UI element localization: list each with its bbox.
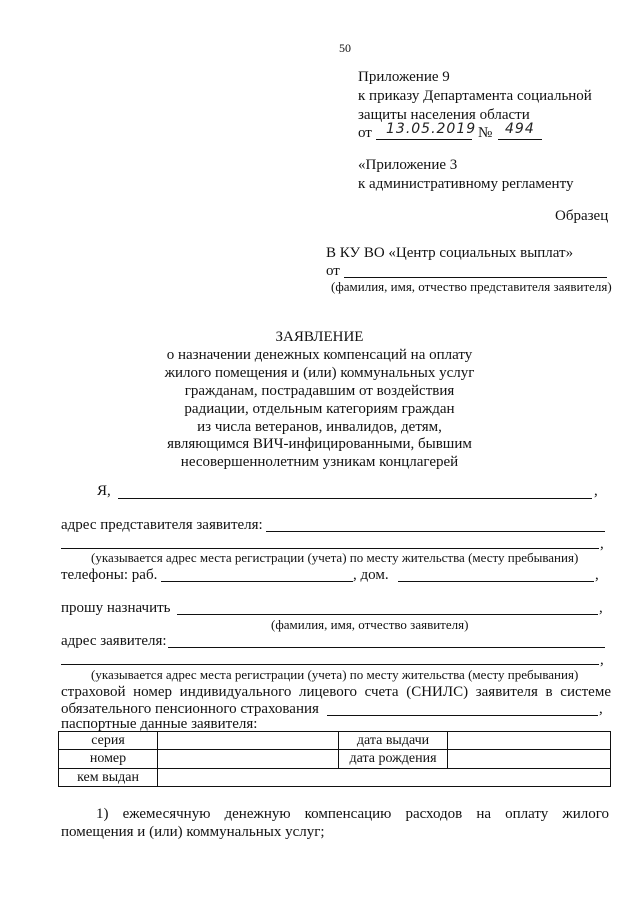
sample-label: Образец	[555, 208, 609, 224]
date-underline	[376, 139, 472, 140]
title-line: несовершеннолетним узникам концлагерей	[180, 454, 459, 470]
applicant-address-hint: (указывается адрес места регистрации (учета) по месту жительства (месту пребывания)	[91, 667, 579, 682]
appendix-order: к приказу Департамента социальной	[358, 88, 592, 104]
appendix-number-label: №	[478, 125, 493, 141]
issued-by-value[interactable]	[158, 768, 611, 786]
passport-table	[58, 731, 611, 787]
title-line: жилого помещения и (или) коммунальных услуг	[164, 365, 475, 381]
applicant-name-line[interactable]	[177, 614, 598, 615]
applicant-address-label: адрес заявителя:	[61, 633, 167, 649]
snils-line[interactable]	[327, 715, 598, 716]
phones-home-label: , дом.	[353, 567, 389, 583]
rep-address-line[interactable]	[266, 531, 605, 532]
issue-date-label: дата выдачи	[339, 732, 448, 750]
appendix-date: 13.05.2019	[386, 121, 477, 137]
birth-date-label: дата рождения	[339, 750, 448, 768]
page-number: 50	[339, 41, 351, 55]
comma: ,	[599, 701, 603, 717]
issued-by-label: кем выдан	[59, 768, 158, 786]
number-value[interactable]	[158, 750, 339, 768]
home-phone-line[interactable]	[398, 581, 594, 582]
table-row	[59, 750, 611, 768]
comma: ,	[600, 536, 604, 552]
document-heading: ЗАЯВЛЕНИЕ	[275, 329, 364, 345]
passport-label: паспортные данные заявителя:	[61, 716, 258, 732]
comma: ,	[599, 600, 603, 616]
applicant-address-line-2[interactable]	[61, 664, 599, 665]
snils-label: страховой номер индивидуального лицевого счета (СНИЛС) заявителя в системе	[61, 684, 611, 700]
addressee-from-label: от	[326, 263, 340, 279]
representative-name-line[interactable]	[118, 498, 592, 499]
birth-date-value[interactable]	[448, 750, 611, 768]
i-label: Я,	[97, 483, 111, 499]
appendix-department: защиты населения области	[358, 107, 530, 123]
snils-label-2: обязательного пенсионного страхования	[61, 701, 319, 717]
appendix3-title: «Приложение 3	[358, 157, 458, 173]
item1-text-2: помещения и (или) коммунальных услуг;	[61, 824, 325, 840]
addressee-hint: (фамилия, имя, отчество представителя заявителя)	[331, 279, 612, 294]
title-line: радиации, отдельным категориям граждан	[184, 401, 455, 417]
applicant-name-hint: (фамилия, имя, отчество заявителя)	[271, 617, 469, 632]
rep-address-hint: (указывается адрес места регистрации (учета) по месту жительства (месту пребывания)	[91, 550, 579, 565]
appendix-title: Приложение 9	[358, 69, 450, 85]
issue-date-value[interactable]	[448, 732, 611, 750]
series-label: серия	[59, 732, 158, 750]
applicant-address-line[interactable]	[168, 647, 605, 648]
item1-text: 1) ежемесячную денежную компенсацию расходов на оплату жилого	[96, 806, 609, 822]
series-value[interactable]	[158, 732, 339, 750]
appendix-from-label: от	[358, 125, 372, 141]
addressee-to: В КУ ВО «Центр социальных выплат»	[326, 245, 574, 261]
comma: ,	[594, 483, 598, 499]
title-line: из числа ветеранов, инвалидов, детям,	[197, 419, 442, 435]
title-line: являющимся ВИЧ-инфицированными, бывшим	[167, 436, 472, 452]
addressee-from-line[interactable]	[344, 277, 607, 278]
table-row	[59, 732, 611, 750]
title-line: о назначении денежных компенсаций на оплату	[166, 347, 473, 363]
appendix3-regulation: к административному регламенту	[358, 176, 574, 192]
number-label: номер	[59, 750, 158, 768]
rep-address-line-2[interactable]	[61, 548, 599, 549]
table-row	[59, 768, 611, 786]
comma: ,	[595, 567, 599, 583]
number-underline	[498, 139, 542, 140]
phones-work-label: телефоны: раб.	[61, 567, 158, 583]
work-phone-line[interactable]	[161, 581, 353, 582]
rep-address-label: адрес представителя заявителя:	[61, 517, 263, 533]
request-label: прошу назначить	[61, 600, 171, 616]
title-line: гражданам, пострадавшим от воздействия	[184, 383, 455, 399]
appendix-number: 494	[505, 121, 535, 137]
comma: ,	[600, 652, 604, 668]
